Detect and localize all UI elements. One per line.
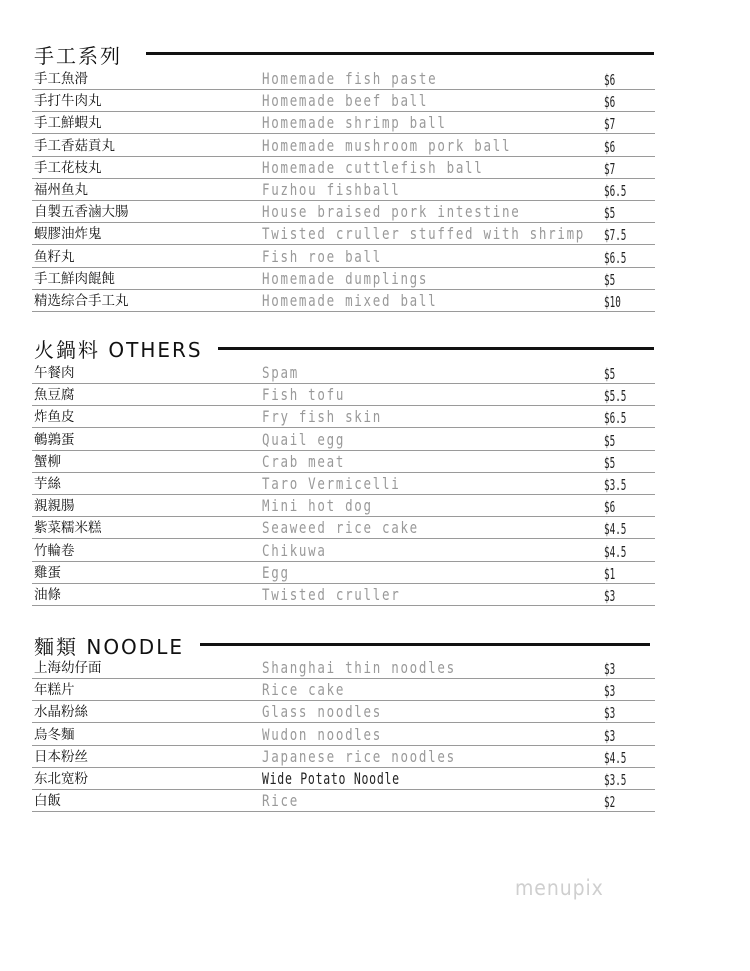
item-english-name: Homemade cuttlefish ball — [262, 157, 484, 177]
item-english-name: Twisted cruller — [262, 585, 401, 604]
menu-item-row — [32, 222, 655, 245]
item-english-name: Homemade beef ball — [262, 91, 429, 111]
menu-item-row — [32, 561, 655, 584]
item-chinese-name: 白飯 — [34, 793, 61, 810]
item-english-name: Homemade fish paste — [262, 69, 438, 88]
item-chinese-name: 紫菜糯米糕 — [34, 520, 102, 537]
item-chinese-name: 上海幼仔面 — [34, 660, 102, 676]
section-rule — [200, 643, 650, 646]
item-price: $5 — [604, 365, 616, 383]
item-price: $5 — [604, 270, 616, 289]
item-price: $3 — [604, 704, 616, 723]
item-price: $3 — [604, 587, 616, 605]
item-chinese-name: 親親腸 — [34, 498, 75, 515]
item-price: $5.5 — [604, 387, 627, 406]
item-chinese-name: 自製五香滷大腸 — [34, 204, 129, 221]
item-english-name: Rice — [262, 791, 299, 811]
item-english-name: Homemade dumplings — [262, 268, 429, 288]
menu-item-row — [32, 678, 655, 701]
item-english-name: Chikuwa — [262, 540, 327, 560]
watermark-logo: menupix — [515, 876, 604, 900]
item-price: $6.5 — [604, 182, 627, 200]
item-chinese-name: 福州鱼丸 — [34, 182, 88, 198]
item-english-name: Taro Vermicelli — [262, 474, 401, 493]
menu-item-row — [32, 111, 655, 134]
item-english-name: Fish tofu — [262, 385, 346, 405]
menu-item-row — [32, 289, 655, 312]
item-price: $4.5 — [604, 748, 627, 767]
item-english-name: Wudon noodles — [262, 724, 382, 744]
item-chinese-name: 雞蛋 — [34, 564, 61, 581]
item-english-name: Shanghai thin noodles — [262, 658, 456, 677]
item-english-name: Fish roe ball — [262, 246, 382, 266]
menu-item-row — [32, 700, 655, 723]
item-price: $6.5 — [604, 248, 627, 267]
item-chinese-name: 蝦膠油炸鬼 — [34, 226, 102, 243]
item-english-name: House braised pork intestine — [262, 202, 521, 222]
item-chinese-name: 手工鮮肉餛飩 — [34, 270, 115, 287]
menu-item-row — [32, 67, 655, 90]
item-english-name: Spam — [262, 363, 299, 382]
item-chinese-name: 手工魚滑 — [34, 71, 88, 87]
menu-item-row — [32, 245, 655, 268]
item-english-name: Egg — [262, 562, 290, 582]
item-price: $3.5 — [604, 476, 627, 494]
menu-item-row — [32, 405, 655, 428]
menu-item-row — [32, 745, 655, 768]
item-chinese-name: 竹輪卷 — [34, 542, 75, 559]
item-chinese-name: 蟹柳 — [34, 453, 61, 470]
item-chinese-name: 手工香菇貢丸 — [34, 137, 115, 154]
item-english-name: Homemade mushroom pork ball — [262, 135, 512, 155]
menu-item-row — [32, 134, 655, 157]
section-title: 手工系列 — [34, 44, 122, 68]
item-chinese-name: 精选综合手工丸 — [34, 293, 129, 309]
item-english-name: Homemade shrimp ball — [262, 113, 447, 133]
item-price: $4.5 — [604, 520, 627, 539]
item-chinese-name: 手打牛肉丸 — [34, 93, 102, 110]
menu-item-row — [32, 472, 655, 495]
menu-item-row — [32, 450, 655, 473]
menu-item-row — [32, 428, 655, 451]
item-english-name: Twisted cruller stuffed with shrimp — [262, 224, 586, 244]
item-english-name: Crab meat — [262, 451, 346, 471]
item-price: $6 — [604, 71, 616, 89]
item-chinese-name: 鱼籽丸 — [34, 248, 75, 265]
item-price: $2 — [604, 793, 616, 812]
menu-item-row — [32, 267, 655, 290]
item-english-name: Quail egg — [262, 429, 346, 449]
item-chinese-name: 烏冬麵 — [34, 726, 75, 743]
section-rule — [218, 347, 654, 350]
item-chinese-name: 炸鱼皮 — [34, 409, 75, 426]
item-price: $5 — [604, 453, 616, 472]
item-english-name: Glass noodles — [262, 702, 382, 722]
item-english-name: Fuzhou fishball — [262, 180, 401, 199]
item-english-name: Rice cake — [262, 680, 346, 700]
item-price: $1 — [604, 564, 616, 583]
menu-item-row — [32, 516, 655, 539]
menu-item-row — [32, 494, 655, 517]
item-price: $7 — [604, 115, 616, 134]
menu-item-row — [32, 583, 655, 606]
item-english-name: Fry fish skin — [262, 407, 382, 427]
menu-item-row — [32, 789, 655, 812]
menu-item-row — [32, 89, 655, 112]
item-chinese-name: 芋絲 — [34, 476, 61, 492]
menu-item-row — [32, 656, 655, 679]
item-english-name: Seaweed rice cake — [262, 518, 419, 538]
item-english-name: Japanese rice noodles — [262, 746, 456, 766]
menu-item-row — [32, 723, 655, 746]
item-price: $7.5 — [604, 226, 627, 245]
item-price: $6 — [604, 137, 616, 156]
item-price: $4.5 — [604, 542, 627, 561]
item-english-name: Homemade mixed ball — [262, 291, 438, 310]
item-chinese-name: 午餐肉 — [34, 365, 75, 381]
item-chinese-name: 年糕片 — [34, 682, 75, 699]
item-price: $5 — [604, 431, 616, 450]
item-price: $3 — [604, 660, 616, 678]
item-price: $6 — [604, 93, 616, 112]
item-chinese-name: 水晶粉絲 — [34, 704, 88, 721]
section-title: 麵類 NOODLE — [34, 635, 184, 659]
item-chinese-name: 东北宽粉 — [34, 771, 88, 787]
item-chinese-name: 手工花枝丸 — [34, 159, 102, 176]
item-chinese-name: 手工鮮蝦丸 — [34, 115, 102, 132]
menu-item-row — [32, 200, 655, 223]
item-english-name: Wide Potato Noodle — [262, 769, 400, 788]
item-price: $5 — [604, 204, 616, 223]
item-price: $6.5 — [604, 409, 627, 428]
item-price: $10 — [604, 293, 621, 311]
item-chinese-name: 魚豆腐 — [34, 387, 75, 404]
menu-item-row — [32, 178, 655, 201]
item-price: $6 — [604, 498, 616, 517]
item-english-name: Mini hot dog — [262, 496, 373, 516]
item-chinese-name: 油條 — [34, 587, 61, 603]
item-price: $3 — [604, 682, 616, 701]
item-chinese-name: 鵪鶉蛋 — [34, 431, 75, 448]
item-price: $3.5 — [604, 771, 627, 789]
menu-item-row — [32, 383, 655, 406]
section-title: 火鍋料 OTHERS — [34, 338, 203, 362]
menu-item-row — [32, 361, 655, 384]
item-price: $3 — [604, 726, 616, 745]
item-chinese-name: 日本粉丝 — [34, 748, 88, 765]
menu-item-row — [32, 767, 655, 790]
section-rule — [146, 52, 654, 55]
menu-item-row — [32, 539, 655, 562]
menu-item-row — [32, 156, 655, 179]
item-price: $7 — [604, 159, 616, 178]
